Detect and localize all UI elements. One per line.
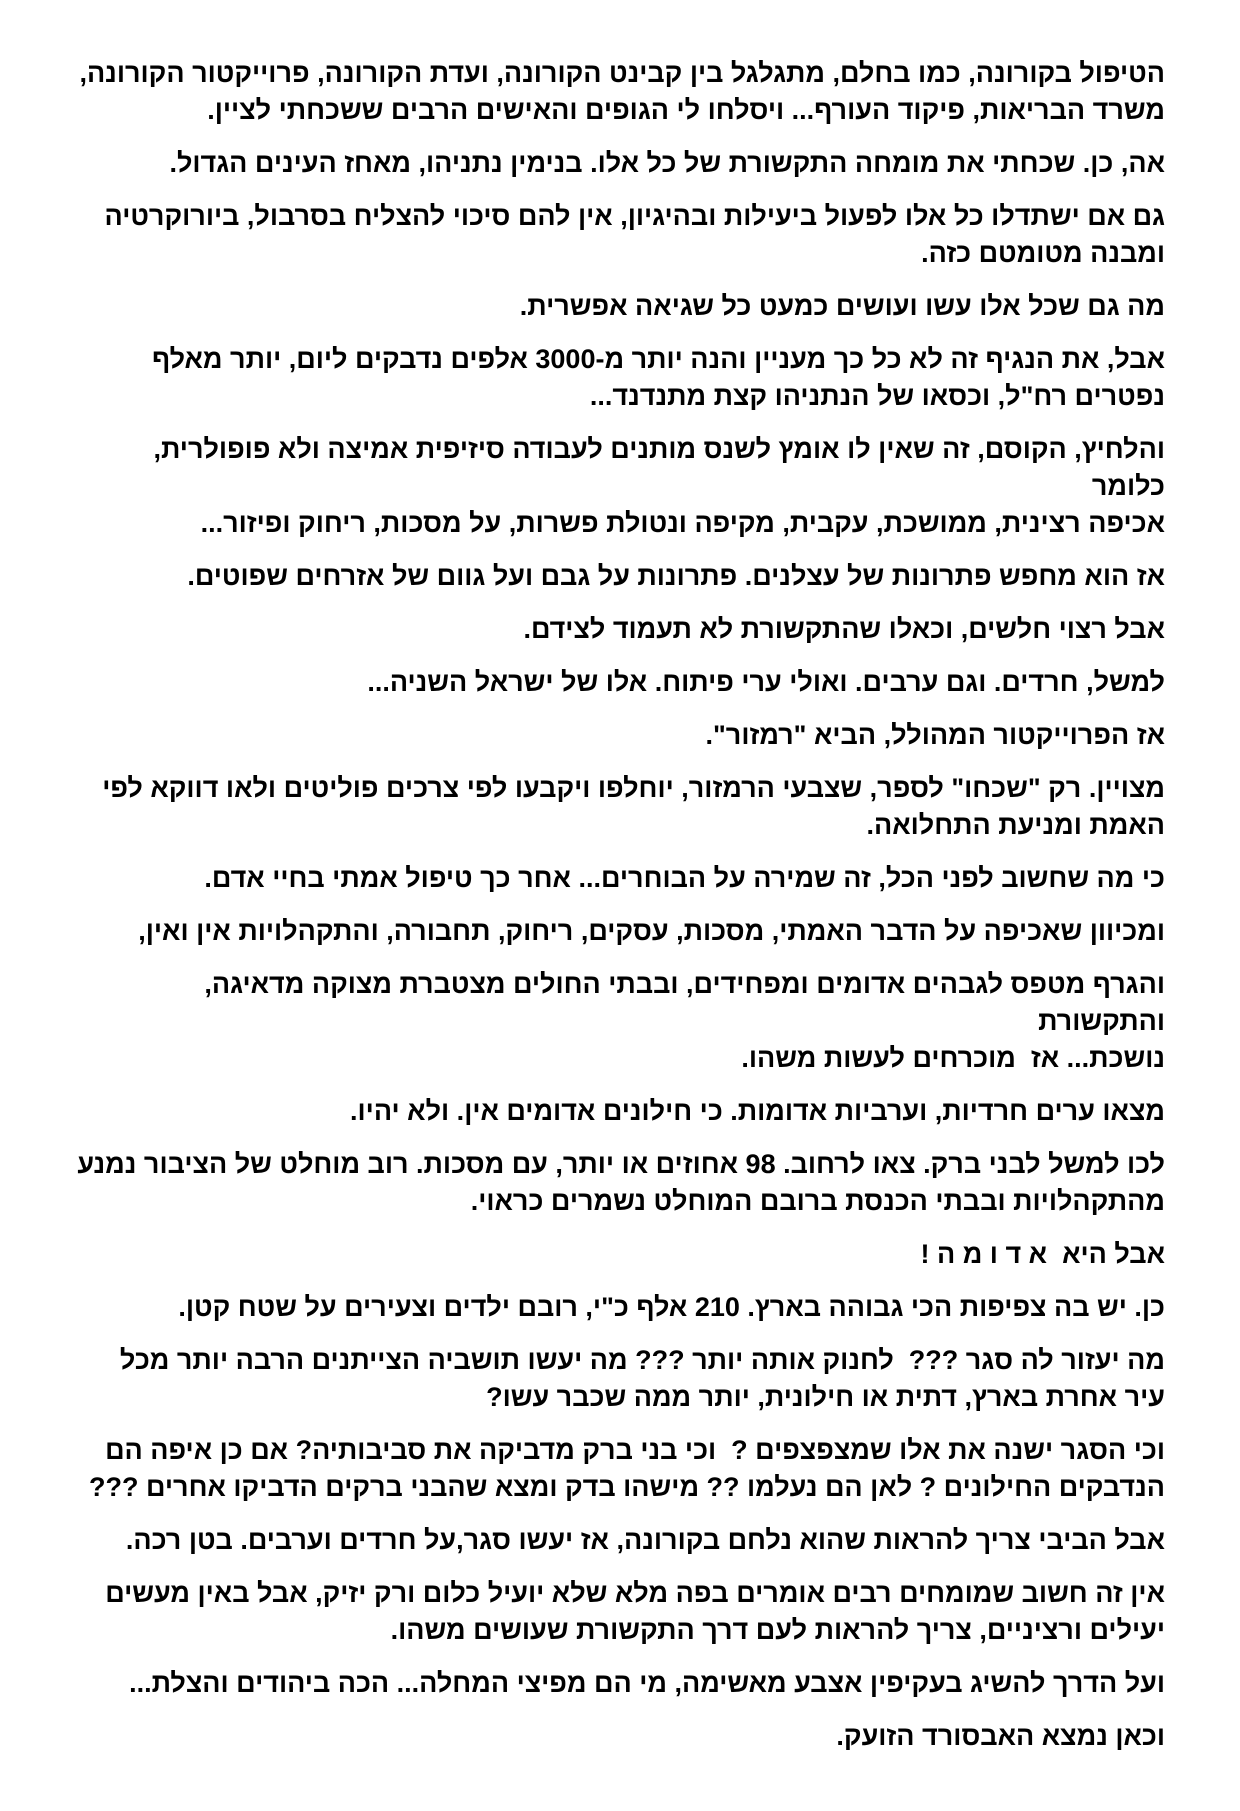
paragraph (75, 966, 1165, 1077)
text-line: משרד הבריאות, פיקוד העורף... ויסלחו לי הגופים והאישים הרבים ששכחתי לציין. (207, 95, 1165, 125)
paragraph (75, 431, 1165, 542)
text-line: האמת ומניעת התחלואה. (866, 810, 1165, 840)
text-line: מצויין. רק "שכחו" לספר, שצבעי הרמזור, יוחלפו ויקבעו לפי צרכים פוליטים ולאו דווקא לפי (102, 773, 1165, 803)
paragraph (75, 1093, 1165, 1130)
text-line: וכי הסגר ישנה את אלו שמצפצפים ? וכי בני ברק מדביקה את סביבותיה? אם כן איפה הם (105, 1435, 1165, 1465)
text-line: אין זה חשוב שמומחים רבים אומרים בפה מלא שלא יועיל כלום ורק יזיק, אבל באין מעשים (105, 1578, 1165, 1608)
text-line: אבל הביבי צריך להראות שהוא נלחם בקורונה, אז יעשו סגר,על חרדים וערבים. בטן רכה. (125, 1525, 1165, 1555)
paragraph (75, 1289, 1165, 1326)
text-line: מה גם שכל אלו עשו ועושים כמעט כל שגיאה אפשרית. (519, 291, 1165, 321)
text-line: אז הפרוייקטור המהולל, הביא "רמזור". (705, 720, 1165, 750)
text-line: נושכת... אז מוכרחים לעשות משהו. (741, 1043, 1165, 1073)
text-line: עיר אחרת בארץ, דתית או חילונית, יותר ממה שכבר עשו? (486, 1382, 1165, 1412)
paragraph (75, 1146, 1165, 1220)
paragraph (75, 198, 1165, 272)
paragraph (75, 770, 1165, 844)
text-line: מצאו ערים חרדיות, וערביות אדומות. כי חילונים אדומים אין. ולא יהיו. (350, 1096, 1165, 1126)
paragraph (75, 1522, 1165, 1559)
text-line: אבל רצוי חלשים, וכאלו שהתקשורת לא תעמוד לצידם. (523, 614, 1165, 644)
paragraph (75, 1665, 1165, 1702)
text-line: והלחיץ, הקוסם, זה שאין לו אומץ לשנס מותנים לעבודה סיזיפית אמיצה ולא פופולרית, כלומר (145, 434, 1165, 501)
paragraph (75, 1236, 1165, 1273)
paragraph (75, 1342, 1165, 1416)
paragraph (75, 558, 1165, 595)
text-line: למשל, חרדים. וגם ערבים. ואולי ערי פיתוח. אלו של ישראל השניה... (367, 667, 1165, 697)
text-line: כי מה שחשוב לפני הכל, זה שמירה על הבוחרים... אחר כך טיפול אמתי בחיי אדם. (204, 863, 1165, 893)
paragraph (75, 913, 1165, 950)
paragraph (75, 1718, 1165, 1755)
text-line: אכיפה רצינית, ממושכת, עקבית, מקיפה ונטולת פשרות, על מסכות, ריחוק ופיזור... (200, 508, 1165, 538)
text-line: ומבנה מטומטם כזה. (921, 238, 1165, 268)
text-line: יעילים ורציניים, צריך להראות לעם דרך התקשורת שעושים משהו. (390, 1615, 1165, 1645)
text-line: אבל היא א ד ו מ ה ! (920, 1239, 1165, 1269)
paragraph (75, 860, 1165, 897)
text-line: כן. יש בה צפיפות הכי גבוהה בארץ. 210 אלף כ"י, רובם ילדים וצעירים על שטח קטן. (178, 1292, 1165, 1322)
text-line: וכאן נמצא האבסורד הזועק. (836, 1721, 1165, 1751)
paragraph (75, 55, 1165, 129)
paragraph (75, 341, 1165, 415)
text-line: לכו למשל לבני ברק. צאו לרחוב. 98 אחוזים או יותר, עם מסכות. רוב מוחלט של הציבור נמנע (77, 1149, 1165, 1179)
text-line: אה, כן. שכחתי את מומחה התקשורת של כל אלו. בנימין נתניהו, מאחז העינים הגדול. (169, 148, 1165, 178)
text-line: הנדבקים החילונים ? לאן הם נעלמו ?? מישהו בדק ומצא שהבני ברקים הדביקו אחרים ??? (88, 1472, 1165, 1502)
text-line: הטיפול בקורונה, כמו בחלם, מתגלגל בין קבינט הקורונה, ועדת הקורונה, פרוייקטור הקורונה, (79, 58, 1165, 88)
paragraph (75, 1432, 1165, 1506)
paragraph (75, 664, 1165, 701)
paragraph (75, 717, 1165, 754)
paragraph (75, 288, 1165, 325)
paragraph (75, 611, 1165, 648)
text-line: אבל, את הנגיף זה לא כל כך מעניין והנה יותר מ-3000 אלפים נדבקים ליום, יותר מאלף (151, 344, 1165, 374)
paragraph (75, 1575, 1165, 1649)
text-line: והגרף מטפס לגבהים אדומים ומפחידים, ובבתי החולים מצטברת מצוקה מדאיגה, והתקשורת (196, 969, 1165, 1036)
text-line: אז הוא מחפש פתרונות של עצלנים. פתרונות על גבם ועל גוום של אזרחים שפוטים. (187, 561, 1165, 591)
text-line: ועל הדרך להשיג בעקיפין אצבע מאשימה, מי הם מפיצי המחלה... הכה ביהודים והצלת... (129, 1668, 1165, 1698)
text-line: מהתקהלויות ובבתי הכנסת ברובם המוחלט נשמרים כראוי. (470, 1186, 1165, 1216)
paragraph (75, 145, 1165, 182)
text-line: גם אם ישתדלו כל אלו לפעול ביעילות ובהיגיון, אין להם סיכוי להצליח בסרבול, ביורוקרטיה (104, 201, 1165, 231)
text-line: נפטרים רח"ל, וכסאו של הנתניהו קצת מתנדנד... (589, 381, 1165, 411)
text-line: ומכיוון שאכיפה על הדבר האמתי, מסכות, עסקים, ריחוק, תחבורה, והתקהלויות אין ואין, (138, 916, 1165, 946)
text-line: מה יעזור לה סגר ??? לחנוק אותה יותר ??? מה יעשו תושביה הצייתנים הרבה יותר מכל (119, 1345, 1165, 1375)
